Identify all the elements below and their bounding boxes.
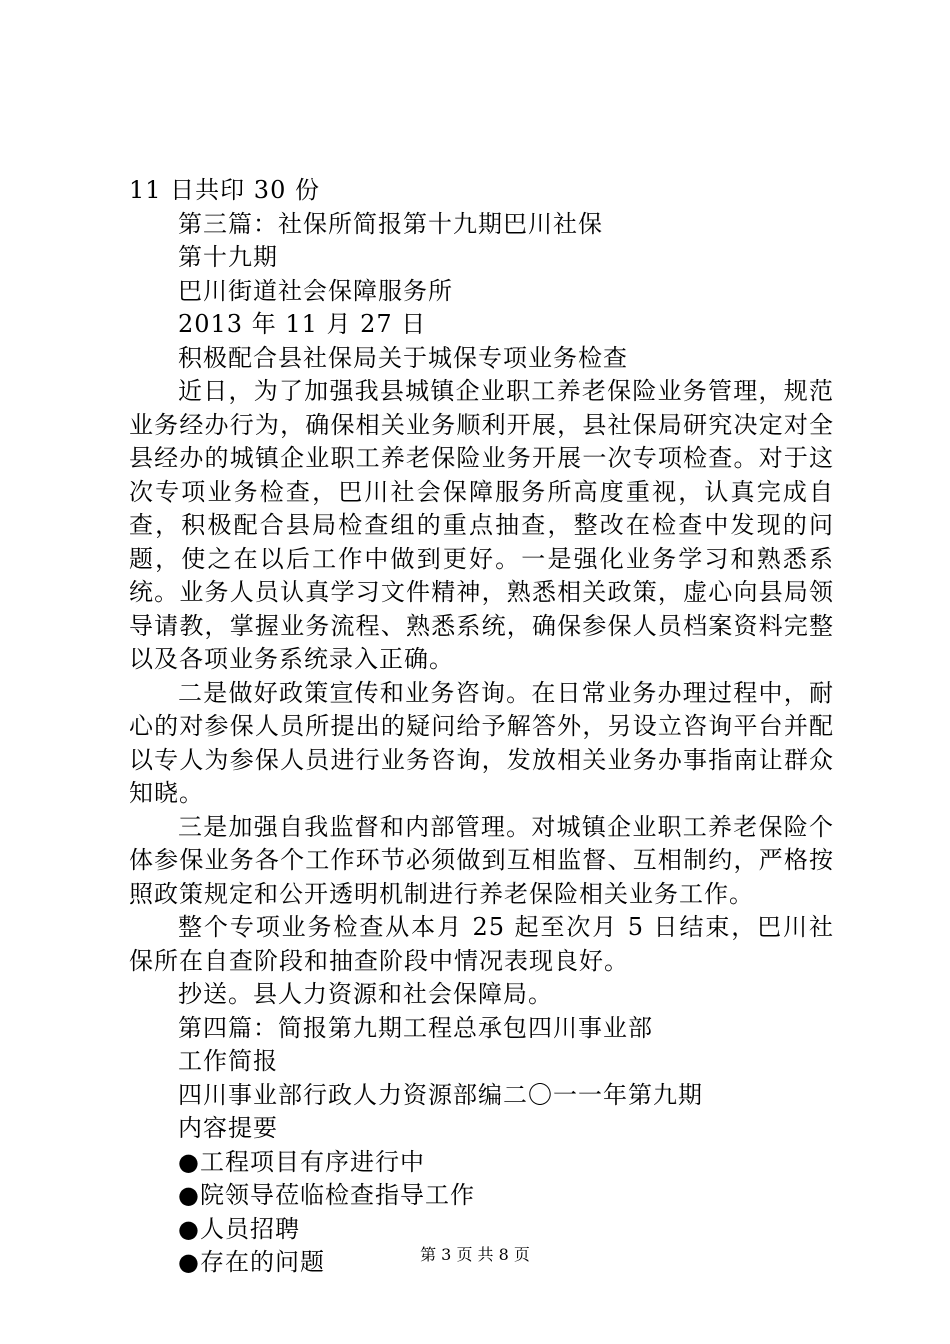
issue-number: 第十九期: [178, 243, 278, 271]
bullet-item: ●人员招聘: [178, 1214, 300, 1243]
issue-date: 2013 年 11 月 27 日: [178, 310, 427, 338]
organization-name: 巴川街道社会保障服务所: [178, 276, 453, 305]
bullet-item: ●工程项目有序进行中: [178, 1147, 425, 1176]
document-body: [129, 174, 834, 1280]
article-title: 积极配合县社保局关于城保专项业务检查: [178, 343, 628, 372]
summary-label: 内容提要: [178, 1114, 278, 1142]
paragraph-2: 二是做好政策宣传和业务咨询。在日常业务办理过程中，耐心的对参保人员所提出的疑问给予解答外，另设立咨询平台并配以专人为参保人员进行业务咨询，发放相关业务办事指南让群众知晓。: [129, 678, 834, 807]
work-brief-label: 工作简报: [178, 1047, 278, 1075]
part4-heading: 第四篇：简报第九期工程总承包四川事业部: [178, 1013, 653, 1042]
paragraph-4: 整个专项业务检查从本月 25 起至次月 5 日结束，巴川社保所在自查阶段和抽查阶段中情况表现良好。: [129, 913, 834, 975]
bullet-item: ●院领导莅临检查指导工作: [178, 1181, 475, 1209]
page-footer: 第 3 页 共 8 页: [420, 1245, 530, 1264]
cc-line: 抄送。县人力资源和社会保障局。: [178, 980, 553, 1008]
editor-line: 四川事业部行政人力资源部编二〇一一年第九期: [178, 1080, 703, 1109]
paragraph-1: 近日，为了加强我县城镇企业职工养老保险业务管理，规范业务经办行为，确保相关业务顺利开展，县社保局研究决定对全县经办的城镇企业职工养老保险业务开展一次专项检查。对于这次专项业务检查，巴川社会保障服务所高度重视，认真完成自查，积极配合县局检查组的重点抽查，整改在检查中发现的问题，使之在以后工作中做到更好。一是强化业务学习和熟悉系统。业务人员认真学习文件精神，熟悉相关政策，虚心向县局领导请教，掌握业务流程、熟悉系统，确保参保人员档案资料完整以及各项业务系统录入正确。: [129, 377, 834, 673]
copies-line: 11 日共印 30 份: [129, 176, 320, 204]
part3-heading: 第三篇：社保所简报第十九期巴川社保: [178, 209, 603, 238]
paragraph-3: 三是加强自我监督和内部管理。对城镇企业职工养老保险个体参保业务各个工作环节必须做到互相监督、互相制约，严格按照政策规定和公开透明机制进行养老保险相关业务工作。: [129, 812, 834, 908]
bullet-item: ●存在的问题: [178, 1248, 325, 1276]
